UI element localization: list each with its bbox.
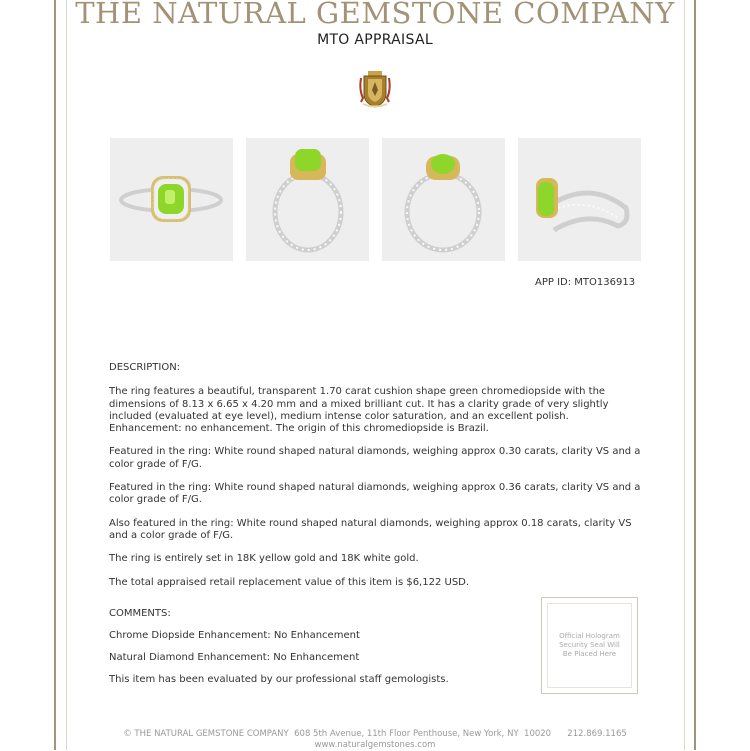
- comments-section: [109, 608, 509, 696]
- description-heading: DESCRIPTION:: [109, 362, 181, 373]
- hologram-seal-placeholder: [541, 597, 638, 694]
- comments-heading: COMMENTS:: [109, 608, 171, 619]
- comment-evaluation: This item has been evaluated by our professional staff gemologists.: [109, 674, 449, 685]
- comment-chrome-diopside: Chrome Diopside Enhancement: No Enhancement: [109, 630, 360, 641]
- page-border-right-outer: [694, 0, 696, 750]
- seal-line-1: Official Hologram: [559, 632, 620, 640]
- document-type: MTO APPRAISAL: [317, 32, 433, 48]
- description-diamonds-2: Featured in the ring: White round shaped natural diamonds, weighing approx 0.36 carats, clarity VS and a color grade of F/G.: [109, 482, 641, 506]
- ring-photo-gallery: [110, 138, 641, 261]
- comment-diamond: Natural Diamond Enhancement: No Enhancement: [109, 652, 360, 663]
- ring-photo-angled-view[interactable]: [518, 138, 641, 261]
- description-diamonds-1: Featured in the ring: White round shaped natural diamonds, weighing approx 0.30 carats, clarity VS and a color grade of F/G.: [109, 446, 641, 470]
- page-border-left-outer: [54, 0, 56, 750]
- description-section: [109, 362, 641, 600]
- description-value: The total appraised retail replacement value of this item is $6,122 USD.: [109, 576, 470, 588]
- ring-photo-top-view[interactable]: [110, 138, 233, 261]
- description-diamonds-3: Also featured in the ring: White round shaped natural diamonds, weighing approx 0.18 carats, clarity VS and a color grade of F/G.: [109, 517, 632, 541]
- page-border-left-inner: [66, 0, 67, 750]
- page-border-right-inner: [684, 0, 685, 750]
- footer: [0, 729, 750, 751]
- company-title: THE NATURAL GEMSTONE COMPANY: [75, 0, 675, 30]
- description-gemstone: The ring features a beautiful, transparent 1.70 carat cushion shape green chromediopside with the dimensions of 8.13 x 6.65 x 4.20 mm and a mixed brilliant cut. It has a clarity grade of very slightly included (evaluated at eye level), medium intense color saturation, and an excellent polish. Enhancement: no enhancement. The origin of this chromediopside is Brazil.: [109, 386, 609, 435]
- seal-text: [547, 603, 632, 688]
- footer-website[interactable]: www.naturalgemstones.com: [314, 740, 436, 750]
- footer-address: © THE NATURAL GEMSTONE COMPANY 608 5th Avenue, 11th Floor Penthouse, New York, NY 10020 212.869.1165: [123, 729, 627, 739]
- seal-line-2: Security Seal Will: [559, 641, 620, 649]
- ring-photo-side-profile[interactable]: [246, 138, 369, 261]
- appraisal-id: APP ID: MTO136913: [535, 277, 636, 288]
- description-metal: The ring is entirely set in 18K yellow gold and 18K white gold.: [109, 553, 419, 565]
- seal-line-3: Be Placed Here: [562, 650, 617, 658]
- crest-logo-icon: [357, 68, 393, 110]
- ring-photo-front-profile[interactable]: [382, 138, 505, 261]
